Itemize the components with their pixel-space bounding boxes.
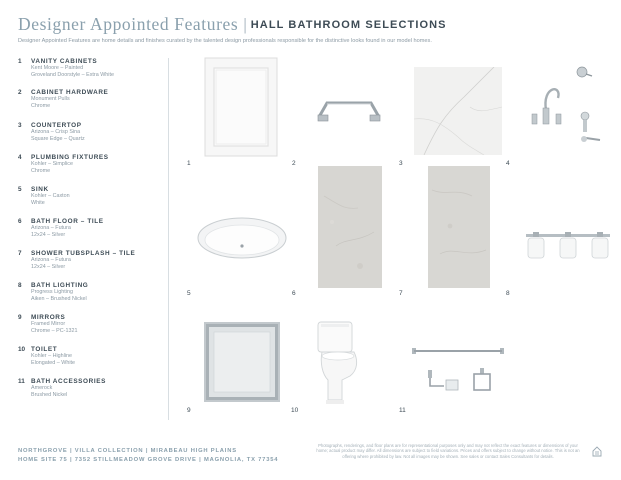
selection-item-vanity-cabinets	[18, 58, 114, 79]
selection-category: SHOWER TUBSPLASH – TILE	[31, 250, 136, 257]
selection-number: 5	[18, 186, 22, 193]
selection-category: COUNTERTOP	[31, 122, 82, 129]
selection-number: 2	[18, 89, 22, 96]
image-number: 8	[506, 290, 510, 297]
page-title	[18, 14, 447, 36]
selection-number: 7	[18, 250, 22, 257]
bath-accessories-image	[410, 338, 506, 396]
selection-detail: Monument Pulls	[31, 96, 70, 102]
selection-detail: Kent Moore – Painted	[31, 65, 84, 71]
selection-number: 11	[18, 378, 25, 385]
selection-number: 8	[18, 282, 22, 289]
selection-detail: Kohler – Caxton	[31, 193, 70, 199]
selection-detail: Arizona – Futura	[31, 225, 71, 231]
selection-category: BATH LIGHTING	[31, 282, 89, 289]
selection-detail: Arizona – Crisp Sina	[31, 129, 81, 135]
image-number: 9	[187, 407, 191, 414]
selection-category: SINK	[31, 186, 49, 193]
selection-category: BATH ACCESSORIES	[31, 378, 106, 385]
selection-detail: Chrome – PC-1321	[31, 328, 78, 335]
selection-category: BATH FLOOR – TILE	[31, 218, 104, 225]
selection-item-cabinet-hardware	[18, 89, 108, 110]
image-number: 11	[399, 407, 406, 414]
selection-category: MIRRORS	[31, 314, 66, 321]
selection-detail: Groveland Doorstyle – Extra White	[31, 72, 114, 79]
image-number: 3	[399, 160, 403, 167]
image-number: 5	[187, 290, 191, 297]
selection-item-toilet	[18, 346, 75, 367]
selection-detail: Framed Mirror	[31, 321, 66, 327]
selection-category: TOILET	[31, 346, 58, 353]
selection-number: 4	[18, 154, 22, 161]
selection-detail: Kohler – Simplice	[31, 161, 73, 167]
framed-mirror-image	[204, 322, 280, 402]
selection-detail: Amerock	[31, 385, 53, 391]
image-number: 2	[292, 160, 296, 167]
image-number: 1	[187, 160, 191, 167]
toilet-image	[314, 320, 362, 408]
selection-detail: Elongated – White	[31, 360, 76, 367]
selection-item-countertop	[18, 122, 85, 143]
page-subtitle: HALL BATHROOM SELECTIONS	[250, 19, 447, 31]
selection-item-bath-accessories	[18, 378, 106, 399]
selection-detail: Chrome	[31, 103, 51, 110]
selection-detail: Square Edge – Quartz	[31, 136, 85, 143]
column-divider	[168, 58, 169, 420]
image-number: 6	[292, 290, 296, 297]
selection-number: 1	[18, 58, 22, 65]
selection-number: 9	[18, 314, 22, 321]
selection-detail: Chrome	[31, 168, 51, 175]
footer-community-info	[18, 447, 278, 465]
selection-number: 3	[18, 122, 22, 129]
title-separator: |	[243, 15, 247, 34]
undermount-sink-image	[195, 214, 289, 266]
footer-address: HOME SITE 75 | 7352 STILLMEADOW GROVE DRIVE | MAGNOLIA, TX 77354	[18, 457, 279, 463]
selection-item-bath-lighting	[18, 282, 88, 303]
selection-detail: Brushed Nickel	[31, 392, 68, 399]
selection-item-bath-floor-tile	[18, 218, 104, 239]
footer-community: NORTHGROVE | VILLA COLLECTION | MIRABEAU HIGH PLAINS	[18, 448, 237, 454]
selection-number: 6	[18, 218, 22, 225]
faucet-set-image	[518, 62, 610, 148]
image-number: 7	[399, 290, 403, 297]
equal-housing-opportunity-icon	[592, 446, 602, 457]
selection-detail: Arizona – Futura	[31, 257, 71, 263]
selection-item-sink	[18, 186, 70, 207]
selection-category: PLUMBING FIXTURES	[31, 154, 109, 161]
selection-detail: 12x24 – Silver	[31, 264, 66, 271]
page-description: Designer Appointed Features are home details and finishes curated by the talented design professionals responsible for the distinctive looks found in our model homes.	[18, 38, 432, 44]
cabinet-pull-image	[315, 97, 383, 123]
footer-disclaimer: Photographs, renderings, and floor plans are for representational purposes only and may not reflect the exact features or dimensions of your home; actual product may differ. All dimensions are subject to field variations. Prices and offers subject to change without notice. This is not an offering where prohibited by law. Not all images may be shown. See sales or contact Sales Consultants for details.	[316, 443, 580, 459]
quartz-countertop-image	[414, 67, 502, 155]
vanity-cabinet-door-image	[204, 57, 278, 157]
image-number: 10	[291, 407, 299, 414]
selection-category: VANITY CABINETS	[31, 58, 98, 65]
selection-detail: 12x24 – Silver	[31, 232, 66, 239]
shower-tile-image	[428, 166, 490, 288]
selection-detail: Kohler – Highline	[31, 353, 73, 359]
image-number: 4	[506, 160, 510, 167]
selection-item-plumbing-fixtures	[18, 154, 109, 175]
selection-detail: Aiken – Brushed Nickel	[31, 296, 87, 303]
selection-number: 10	[18, 346, 26, 353]
selection-detail: Progress Lighting	[31, 289, 73, 295]
vanity-light-image	[522, 228, 614, 262]
selection-item-shower-tubsplash-tile	[18, 250, 135, 271]
selection-item-mirrors	[18, 314, 77, 335]
selection-detail: White	[31, 200, 45, 207]
selection-category: CABINET HARDWARE	[31, 89, 109, 96]
page-title-main: Designer Appointed Features	[18, 14, 239, 34]
floor-tile-image	[318, 166, 382, 288]
